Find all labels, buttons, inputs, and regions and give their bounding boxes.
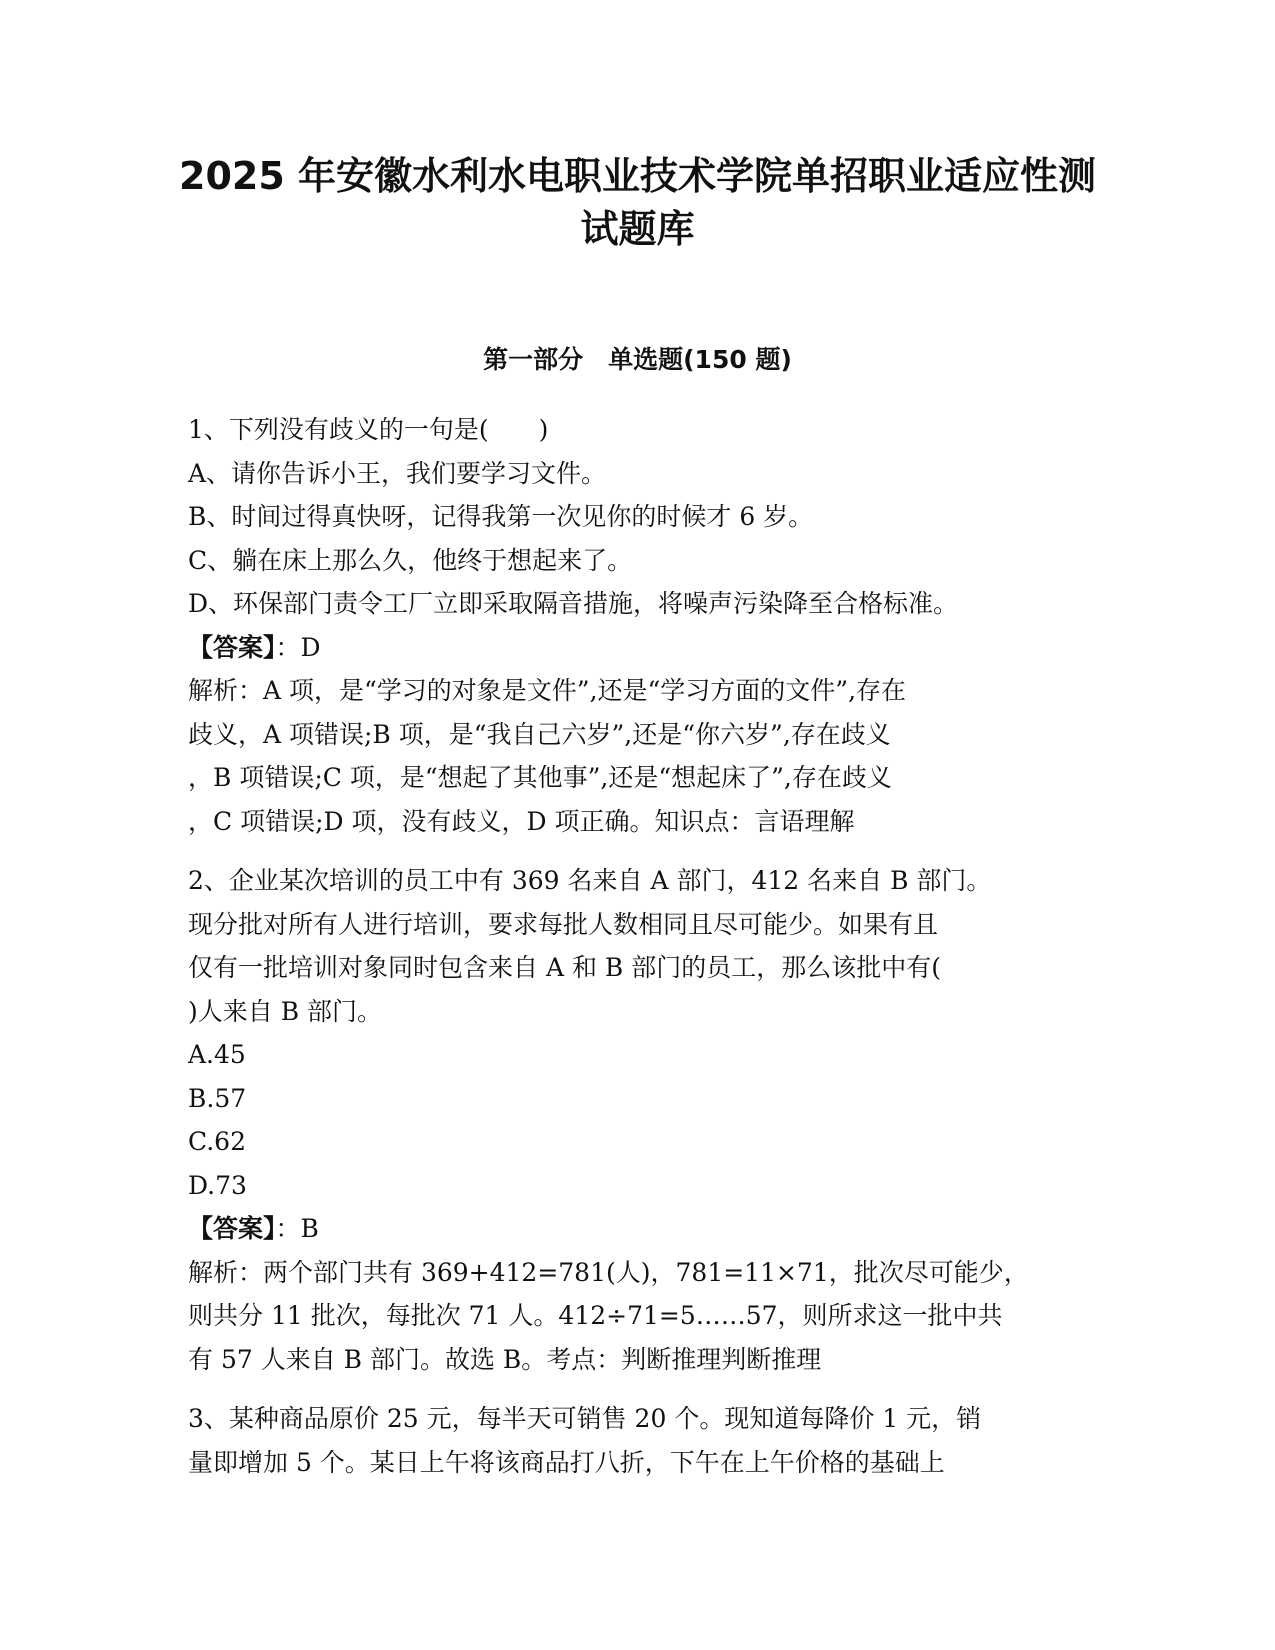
option-d: D、环保部门责令工厂立即采取隔音措施，将噪声污染降至合格标准。 [188, 589, 959, 618]
question-list [188, 408, 1088, 1484]
answer-label: 【答案】 [188, 1214, 276, 1243]
analysis-line: ，C 项错误;D 项，没有歧义，D 项正确。知识点：言语理解 [188, 806, 855, 836]
analysis-line: 解析：两个部门共有 369+412=781(人)，781=11×71，批次尽可能少， [188, 1257, 1029, 1287]
analysis-line: 解析：A 项，是“学习的对象是文件”,还是“学习方面的文件”,存在 [188, 676, 907, 705]
analysis-line: ，B 项错误;C 项，是“想起了其他事”,还是“想起床了”,存在歧义 [188, 763, 892, 792]
question-1 [188, 408, 1088, 843]
answer-value: ：D [275, 632, 321, 662]
answer-label: 【答案】 [188, 632, 276, 662]
option-c: C.62 [188, 1127, 246, 1156]
question-gap [188, 843, 1088, 859]
document-title-line-2: 试题库 [580, 207, 695, 251]
answer-line [188, 626, 1088, 670]
question-stem: 现分批对所有人进行培训，要求每批人数相同且尽可能少。如果有且 [188, 909, 939, 939]
question-gap [188, 1381, 1088, 1397]
question-stem: )人来自 B 部门。 [188, 996, 383, 1026]
section-heading: 第一部分 单选题(150 题) [483, 345, 792, 374]
answer-line [188, 1207, 1088, 1251]
analysis-line: 则共分 11 批次，每批次 71 人。412÷71=5……57，则所求这一批中共 [188, 1301, 1003, 1330]
question-stem: 3、某种商品原价 25 元，每半天可销售 20 个。现知道每降价 1 元，销 [188, 1404, 982, 1433]
question-stem: 仅有一批培训对象同时包含来自 A 和 B 部门的员工，那么该批中有( [188, 953, 941, 982]
answer-value: ：B [275, 1214, 319, 1243]
question-2 [188, 859, 1088, 1381]
option-d: D.73 [188, 1170, 247, 1200]
option-b: B、时间过得真快呀，记得我第一次见你的时候才 6 岁。 [188, 502, 814, 531]
analysis-line: 歧义，A 项错误;B 项，是“我自己六岁”,还是“你六岁”,存在歧义 [188, 719, 891, 749]
question-stem: 2、企业某次培训的员工中有 369 名来自 A 部门，412 名来自 B 部门。 [188, 866, 992, 895]
question-stem: 量即增加 5 个。某日上午将该商品打八折，下午在上午价格的基础上 [188, 1447, 945, 1477]
option-a: A、请你告诉小王，我们要学习文件。 [188, 458, 607, 488]
question-stem: 1、下列没有歧义的一句是( ) [188, 415, 549, 444]
option-b: B.57 [188, 1083, 247, 1113]
document-title-line-1: 2025 年安徽水利水电职业技术学院单招职业适应性测 [179, 154, 1096, 198]
option-c: C、躺在床上那么久，他终于想起来了。 [188, 545, 633, 575]
analysis-line: 有 57 人来自 B 部门。故选 B。考点：判断推理判断推理 [188, 1344, 822, 1374]
question-3 [188, 1397, 1088, 1484]
option-a: A.45 [188, 1040, 246, 1069]
